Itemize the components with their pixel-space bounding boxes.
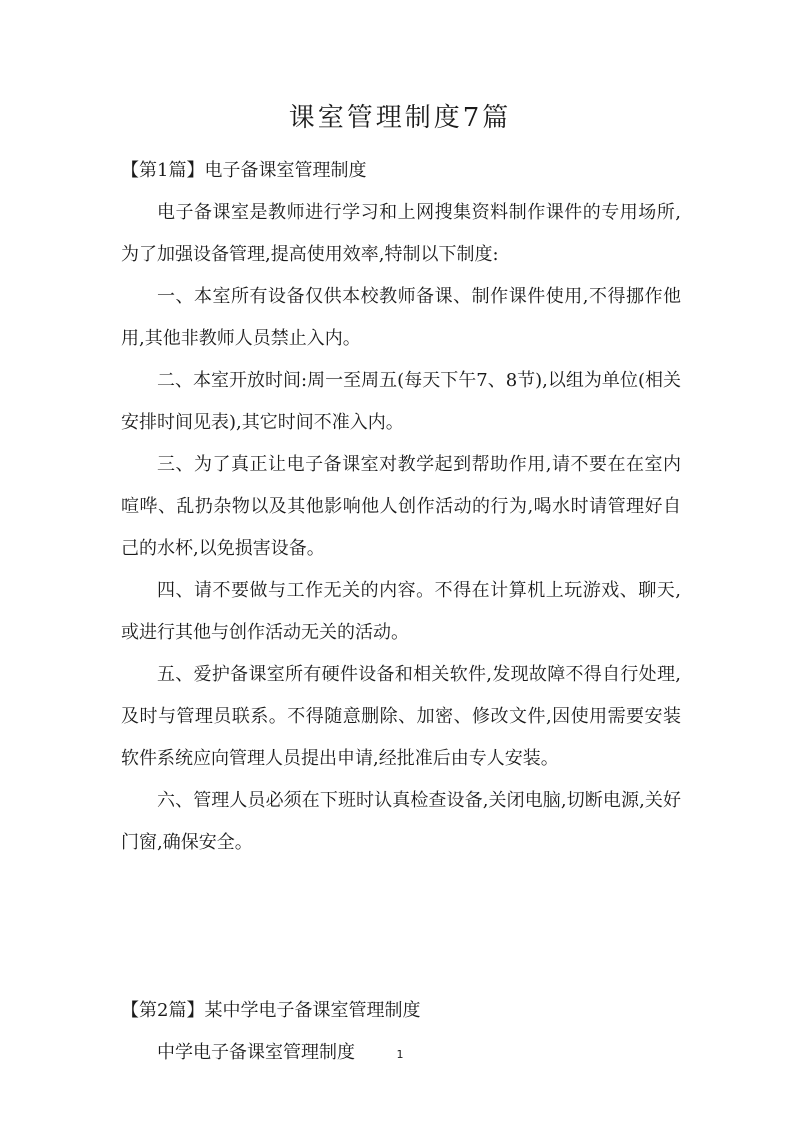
section-1 [121, 150, 681, 864]
section-heading: 【第1篇】电子备课室管理制度 [121, 160, 367, 181]
paragraph-rule-3: 三、为了真正让电子备课室对教学起到帮助作用,请不要在在室内喧哗、乱扔杂物以及其他影响他人创作活动的行为,喝水时请管理好自己的水杯,以免损害设备。 [121, 454, 681, 559]
paragraph-rule-2: 二、本室开放时间:周一至周五(每天下午7、8节),以组为单位(相关安排时间见表),其它时间不准入内。 [121, 370, 681, 433]
section-2 [121, 990, 681, 1074]
section-heading: 【第2篇】某中学电子备课室管理制度 [121, 1000, 421, 1021]
paragraph-rule-4: 四、请不要做与工作无关的内容。不得在计算机上玩游戏、聊天,或进行其他与创作活动无关的活动。 [121, 580, 681, 643]
paragraph-rule-6: 六、管理人员必须在下班时认真检查设备,关闭电脑,切断电源,关好门窗,确保安全。 [121, 790, 681, 853]
page-title: 课室管理制度7篇 [288, 103, 512, 133]
paragraph-rule-5: 五、爱护备课室所有硬件设备和相关软件,发现故障不得自行处理,及时与管理员联系。不得随意删除、加密、修改文件,因使用需要安装软件系统应向管理人员提出申请,经批准后由专人安装。 [121, 664, 681, 769]
paragraph-subtitle: 中学电子备课室管理制度 [157, 1042, 355, 1063]
section-spacer [121, 864, 681, 990]
paragraph-intro: 电子备课室是教师进行学习和上网搜集资料制作课件的专用场所,为了加强设备管理,提高使用效率,特制以下制度: [121, 202, 681, 265]
document-body [121, 150, 681, 1074]
page-number: 1 [396, 1048, 404, 1061]
paragraph-rule-1: 一、本室所有设备仅供本校教师备课、制作课件使用,不得挪作他用,其他非教师人员禁止入内。 [121, 286, 681, 349]
